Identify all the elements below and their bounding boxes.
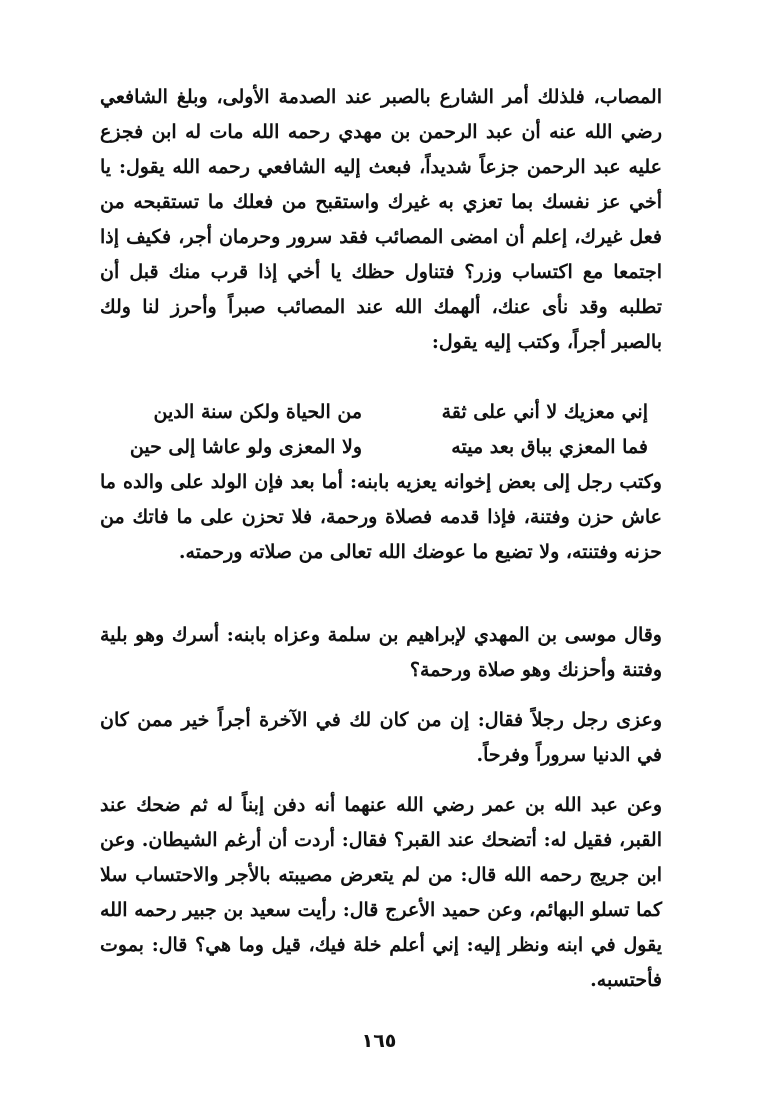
paragraph-abdullah-ibn-umar: وعن عبد الله بن عمر رضي الله عنهما أنه دفن إبناً له ثم ضحك عند القبر، فقيل له: أتضحك عند القبر؟ فقال: أردت أن أرغم الشيطان. وعن ابن جريج رحمه الله قال: من لم يتعرض مصيبته بالأجر والاحتساب سلا كما تسلو البهائم، وعن حميد الأعرج قال: رأيت سعيد بن جبير رحمه الله يقول في ابنه ونظر إليه: إني أعلم خلة فيك، قيل وما هي؟ قال: بموت فأحتسبه. xyxy=(100,794,662,991)
verse-1-second-hemistich: من الحياة ولكن سنة الدين xyxy=(153,401,362,423)
paragraph-musa-ibn-al-mahdi: وقال موسى بن المهدي لإبراهيم بن سلمة وعزاه بابنه: أسرك وهو بلية وفتنة وأحزنك وهو صلاة ورحمة؟ xyxy=(100,624,662,681)
page-number: ١٦٥ xyxy=(361,1030,397,1052)
poem-verse-1 xyxy=(100,395,662,430)
poem-verse-2 xyxy=(100,430,662,465)
poem xyxy=(100,395,662,465)
verse-2-first-hemistich: فما المعزي بباق بعد ميته xyxy=(451,436,648,458)
verse-2-second-hemistich: ولا المعزى ولو عاشا إلى حين xyxy=(129,436,362,458)
paragraph-man-consoled: وعزى رجل رجلاً فقال: إن من كان لك في الآخرة أجراً خير ممن كان في الدنيا سروراً وفرحاً. xyxy=(100,709,662,766)
paragraph-shafii-letter: المصاب، فلذلك أمر الشارع بالصبر عند الصدمة الأولى، وبلغ الشافعي رضي الله عنه أن عبد الرحمن بن مهدي رحمه الله مات له ابن فجزع عليه عبد الرحمن جزعاً شديداً، فبعث إليه الشافعي رحمه الله يقول: يا أخي عز نفسك بما تعزي به غيرك واستقبح من فعلك ما تستقبحه من فعل غيرك، إعلم أن امضى المصائب فقد سرور وحرمان أجر، فكيف إذا اجتمعا مع اكتساب وزر؟ فتناول حظك يا أخي إذا قرب منك قبل أن تطلبه وقد نأى عنك، ألهمك الله عند المصائب صبراً وأحرز لنا ولك بالصبر أجراً، وكتب إليه يقول: xyxy=(100,86,662,353)
verse-1-first-hemistich: إني معزيك لا أني على ثقة xyxy=(441,401,648,423)
paragraph-condolence-letter: وكتب رجل إلى بعض إخوانه يعزيه بابنه: أما بعد فإن الولد على والده ما عاش حزن وفتنة، فإذا قدمه فصلاة ورحمة، فلا تحزن على ما فاتك من حزنه وفتنته، ولا تضيع ما عوضك الله تعالى من صلاته ورحمته. xyxy=(100,471,662,563)
